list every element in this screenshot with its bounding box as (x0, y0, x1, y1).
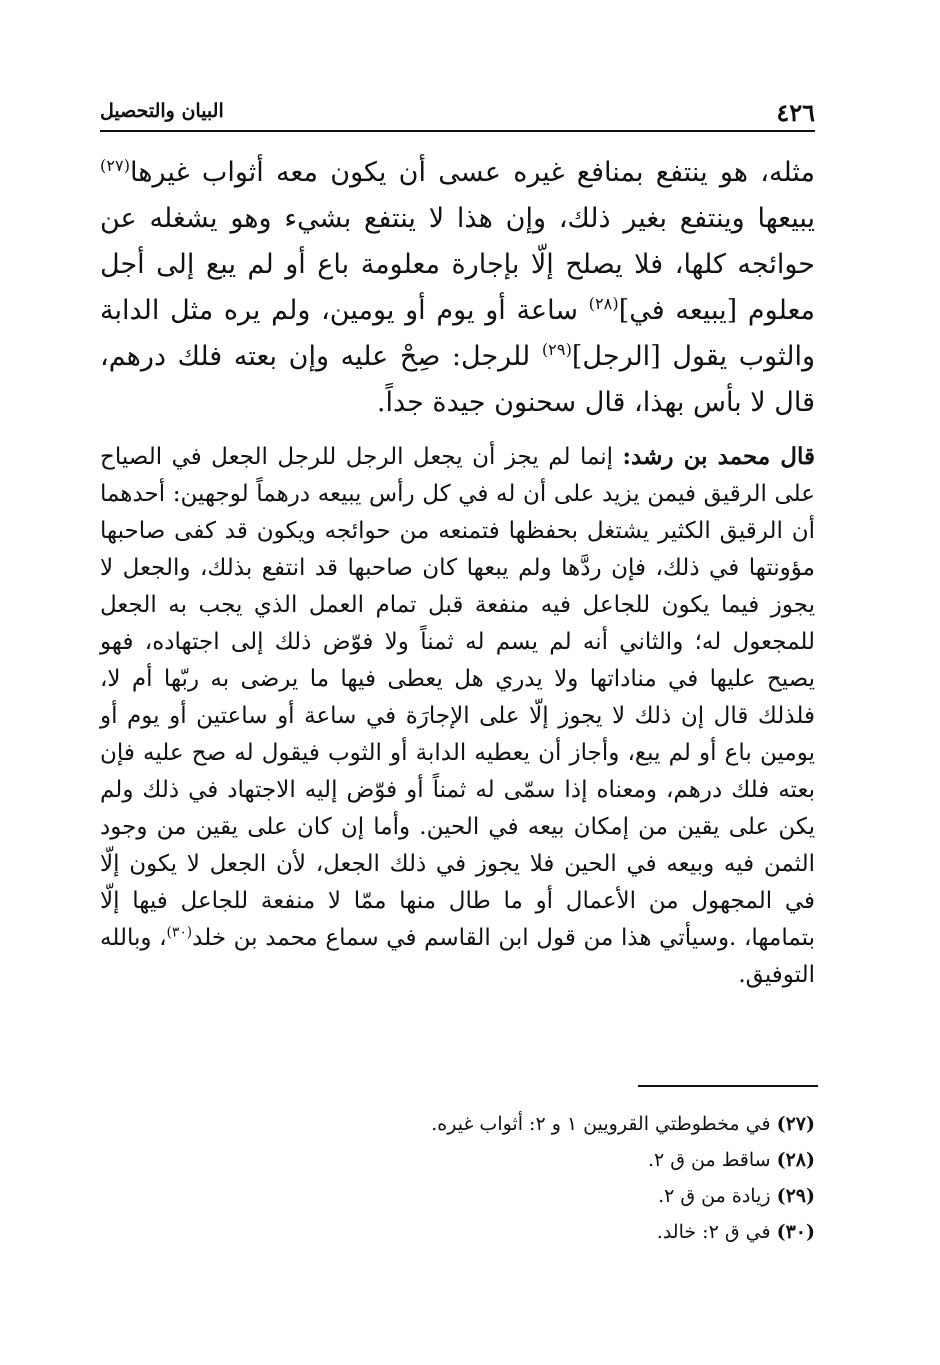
footnote-text: في ق ٢: خالد. (656, 1221, 777, 1243)
page-header (100, 96, 815, 132)
footnote-number: (٣٠) (776, 1221, 815, 1243)
text-segment: ساعة أو يوم أو يومين، ولم يره مثل الدابة والثوب يقول [الرجل] (100, 295, 815, 372)
text-segment: يبيعها وينتفع بغير ذلك، وإن هذا لا ينتفع بشيء وهو يشغله عن حوائجه كلها، فلا يصلح إلّا بإجارة معلومة باع أو لم يبع إلى أجل معلوم [يبيعه في] (100, 203, 815, 326)
footnote-text: في مخطوطتي القرويين ١ و ٢: أثواب غيره. (431, 1113, 777, 1135)
footnote-item (100, 1106, 815, 1142)
main-text (100, 150, 815, 994)
paragraph-1 (100, 150, 815, 426)
footnote-item (100, 1178, 815, 1214)
text-segment: ، وبالله التوفيق. (100, 925, 815, 988)
text-segment: إنما لم يجز أن يجعل الرجل للرجل الجعل في الصياح على الرقيق فيمن يزيد على أن له في كل رأس يبيعه درهماً لوجهين: أحدهما أن الرقيق الكثير يشتغل بحفظها فتمنعه من حوائجه ويكون قد كفى صاحبها مؤونتها في ذلك، فإن ردَّها ولم يبعها كان صاحبها قد انتفع بذلك، والجعل لا يجوز فيما يكون للجاعل فيه منفعة قبل تمام العمل الذي يجب به الجعل للمجعول له؛ والثاني أنه لم يسم له ثمناً ولا فوّض ذلك إلى اجتهاده، فهو يصيح عليها في مناداتها ولا يدري هل يعطى فيها ما يرضى به ربّها أم لا، فلذلك قال إن ذلك لا يجوز إلّا على الإجارَة في ساعة أو ساعتين أو يوم أو يومين باع أو لم يبع، وأجاز أن يعطيه الدابة أو الثوب فيقول له صح عليه فإن بعته فلك درهم، ومعناه إذا سمّى له ثمناً أو فوّض إليه الاجتهاد في ذلك ولم يكن على يقين من إمكان بيعه في الحين. وأما إن كان على يقين من وجود الثمن فيه وبيعه في الحين فلا يجوز في ذلك الجعل، لأن الجعل لا يكون إلّا في المجهول من الأعمال أو ما طال منها ممّا لا منفعة للجاعل فيها إلّا بتمامها، .وسيأتي هذا من قول ابن القاسم في سماع محمد بن خلد (100, 444, 815, 951)
page-number: ٤٢٦ (776, 98, 815, 127)
footnote-number: (٢٧) (776, 1113, 815, 1135)
footnote-text: زيادة من ق ٢. (658, 1185, 777, 1207)
footnote-ref-30[interactable]: (٣٠) (166, 924, 193, 941)
paragraph-2 (100, 438, 815, 994)
footnote-item (100, 1214, 815, 1250)
footnote-ref-27[interactable]: (٢٧) (100, 156, 131, 175)
footnote-item (100, 1142, 815, 1178)
footnote-divider (638, 1085, 818, 1087)
text-segment: للرجل: صِحْ عليه وإن بعته فلك درهم، قال لا بأس بهذا، قال سحنون جيدة جداً. (100, 341, 815, 418)
footnote-text: ساقط من ق ٢. (647, 1149, 777, 1171)
footnote-number: (٢٨) (776, 1149, 815, 1171)
footnotes (100, 1106, 815, 1250)
footnote-number: (٢٩) (776, 1185, 815, 1207)
text-segment: مثله، هو ينتفع بمنافع غيره عسى أن يكون معه أثواب غيرها (130, 157, 815, 188)
footnote-ref-29[interactable]: (٢٩) (541, 340, 572, 359)
commentary-lead: قال محمد بن رشد: (622, 443, 815, 470)
footnote-ref-28[interactable]: (٢٨) (588, 294, 619, 313)
running-title: البيان والتحصيل (100, 100, 224, 122)
